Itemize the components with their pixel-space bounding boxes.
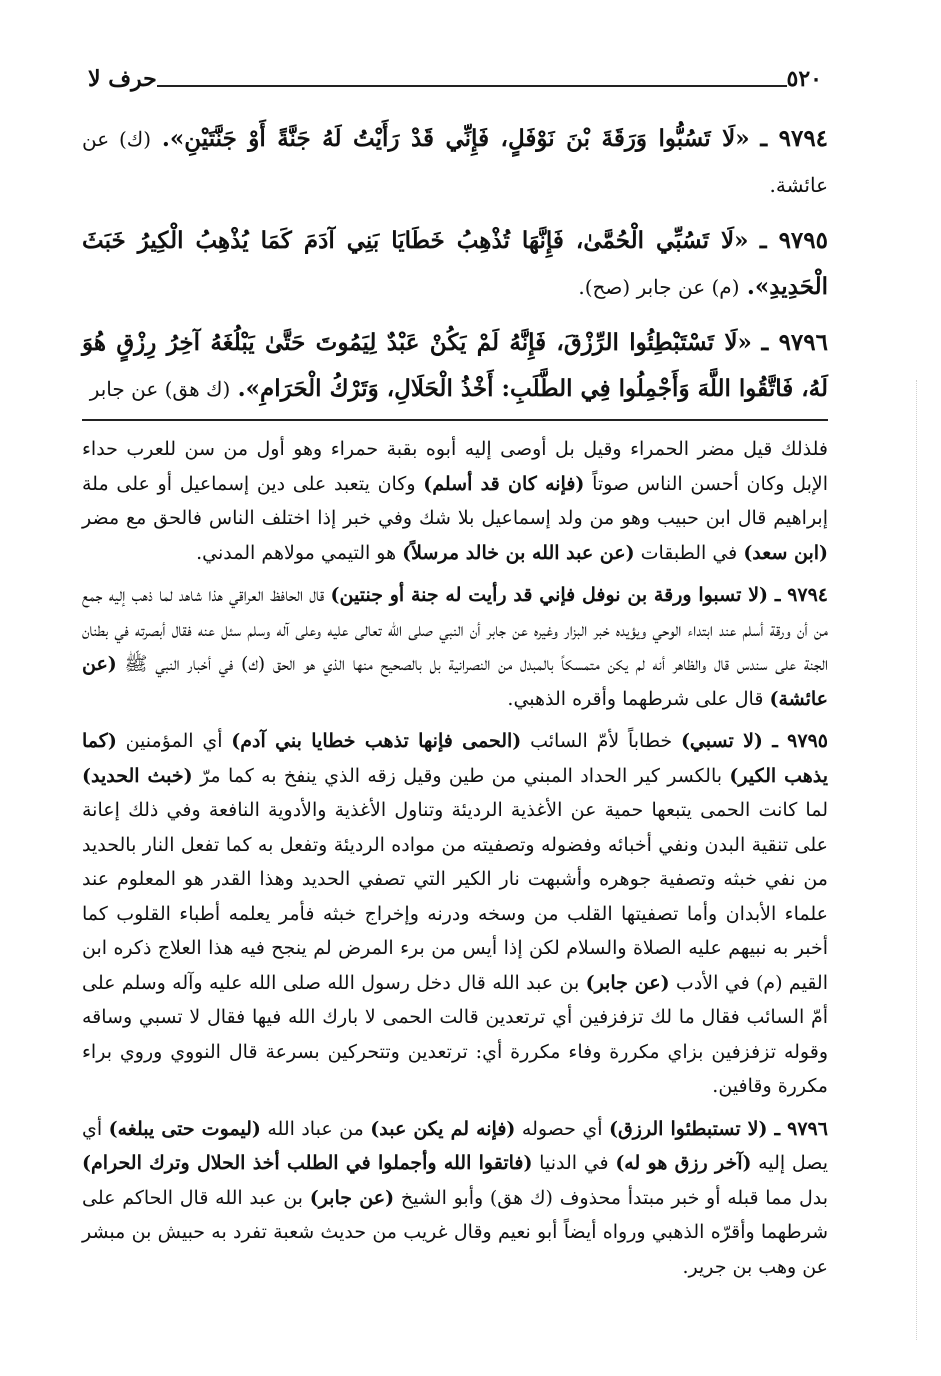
commentary-quoted-text: (لا تسبي) xyxy=(680,730,763,752)
header-rule xyxy=(157,85,787,87)
commentary-quoted-text: (ليموت حتى يبلغه) xyxy=(108,1117,261,1140)
commentary-quoted-text: ٩٧٩٤ ـ xyxy=(768,584,829,606)
page-number: ٥٢٠ xyxy=(786,66,822,92)
commentary-quoted-text: (لا تسبوا ورقة بن نوفل فإني قد رأيت له جنة أو جنتين) xyxy=(330,584,769,606)
hadith-source: (ك) عن عائشة. xyxy=(82,127,828,197)
commentary-quoted-text: (فإنه كان قد أسلم) xyxy=(423,472,585,495)
commentary-text: بن عبد الله قال دخل رسول الله صلى الله عليه وآله وسلم على أمّ السائب فقال ما لك تزفزفين أي ترتعدين قالت الحمى لا بارك الله فيها فقال لا تسبي وساقه وقوله تزفزفين بزاي مكررة وفاء مكررة أي: ترتعدين وتتحركين بسرعة قال النووي وروي براء مكررة وقافين. xyxy=(82,971,828,1097)
commentary-text: (م) xyxy=(756,971,783,994)
footnote-divider xyxy=(82,419,828,421)
hadith-text: «لَا تَسُبُّوا وَرَقَةَ بْنَ نَوْفَلٍ، فَإِنِّي قَدْ رَأَيْتُ لَهُ جَنَّةً أَوْ جَنَّتَيْنِ». xyxy=(161,125,750,152)
commentary-quoted-text: (عن عائشة) xyxy=(82,653,828,710)
commentary-text: أي يصل إليه xyxy=(82,1117,828,1174)
commentary-text: من عباد الله xyxy=(260,1117,371,1140)
hadith-number: ٩٧٩٦ ـ xyxy=(761,329,828,356)
commentary-quoted-text: (آخر رزق هو له) xyxy=(615,1152,752,1174)
hadith-number: ٩٧٩٥ ـ xyxy=(759,227,828,254)
hadith-source: (م) عن جابر (صح). xyxy=(578,275,740,299)
commentary-text: قال على شرطهما وأقره الذهبي. xyxy=(507,687,770,710)
commentary-quoted-text: (كما يذهب الكير) xyxy=(82,730,829,787)
commentary-quoted-text: ٩٧٩٥ ـ xyxy=(762,730,828,752)
commentary-quoted-text: (فإنه لم يكن عبد) xyxy=(370,1117,516,1140)
commentary-text: خطاباً لأمّ السائب xyxy=(521,730,681,752)
commentary-text: لما كانت الحمى يتبعها حمية عن الأغذية الرديئة وتناول الأغذية والأدوية النافعة وفي ذلك إعانة على تنقية البدن ونفي أخبائه وفضوله وتصفيته من مواده الرديئة وتفعل به كما تفعل النار بالحديد من نفي خبثه وتصفية جوهره وأشبهت نار الكير التي تصفي الحديد وهذا القدر هو المعلوم عند علماء الأبدان وأما تصفيتها القلب من وسخه ودرنه وإخراج خبثه فأمر يعلمه أطباء القلوب كما أخبر به نبيهم عليه الصلاة والسلام لكن إذا أيس من برء المرض لم ينجح فيه هذا العلاج ذكره ابن القيم xyxy=(82,799,828,994)
commentary-text: في أخبار النبي ﷺ xyxy=(116,653,241,675)
commentary-quoted-text: (ابن سعد) xyxy=(743,541,828,564)
commentary-text: في الأدب xyxy=(669,971,756,994)
commentary-paragraph xyxy=(82,1112,828,1285)
commentary-text: بن عبد الله قال الحاكم على شرطهما وأقرّه الذهبي ورواه أيضاً أبو نعيم وقال غريب من حديث شعبة تفرد به حبيش بن مبشر عن وهب بن جرير. xyxy=(82,1186,828,1278)
hadith-text: «لَا تَسْتَبْطِئُوا الرِّزْقَ، فَإِنَّهُ لَمْ يَكُنْ عَبْدٌ لِيَمُوتَ حَتَّىٰ يَبْلُغَهُ آخِرُ رِزْقٍ هُوَ لَهُ، فَاتَّقُوا اللَّهَ وَأَجْمِلُوا فِي الطَّلَبِ: أَخْذُ الْحَلَالِ، وَتَرْكُ الْحَرَامِ». xyxy=(82,329,828,402)
scan-edge-artifact xyxy=(915,380,917,1340)
commentary-text: (ك هق) xyxy=(489,1186,553,1209)
commentary-quoted-text: (خبث الحديد) xyxy=(82,764,193,787)
commentary-text: بدل مما قبله أو خبر مبتدأ محذوف xyxy=(552,1186,829,1209)
hadith-source: (ك هق) عن جابر xyxy=(89,377,231,401)
commentary-text: هو التيمي مولاهم المدني. xyxy=(196,541,403,564)
commentary-quoted-text: (عن عبد الله بن خالد مرسلاً) xyxy=(402,541,635,564)
commentary-section xyxy=(82,432,828,1292)
hadith-entry xyxy=(82,320,828,412)
commentary-text: بالكسر كير الحداد المبني من طين وقيل زقه الذي ينفخ به كما مرّ xyxy=(192,764,730,787)
hadith-number: ٩٧٩٤ ـ xyxy=(760,125,829,152)
commentary-text: وكان يتعبد على دين إسماعيل أو على ملة إبراهيم قال ابن حبيب وهو من ولد إسماعيل بلا شك وفي خبر إذا اختلف الناس فالحق مع مضر xyxy=(82,472,828,529)
chapter-title: حرف لا xyxy=(88,66,157,92)
hadith-text: «لَا تَسُبِّي الْحُمَّىٰ، فَإِنَّهَا تُذْهِبُ خَطَايَا بَنِي آدَمَ كَمَا يُذْهِبُ الْكِيرُ خَبَثَ الْحَدِيدِ». xyxy=(82,227,828,300)
commentary-quoted-text: (فاتقوا الله وأجملوا في الطلب أخذ الحلال وترك الحرام) xyxy=(82,1152,533,1174)
hadith-entry xyxy=(82,116,828,208)
commentary-text: قال الحافظ العراقي هذا شاهد لما ذهب إليه جمع من أن ورقة أسلم عند ابتداء الوحي ويؤيده خبر البزار وغيره عن جابر أن النبي صلى الله تعالى عليه وعلى آله وسلم سئل عنه فقال أبصرته في بطنان الجنة على سندس قال والظاهر أنه لم يكن متمسكاً بالمبدل من النصرانية بل بالصحيح منها الذي هو الحق xyxy=(82,584,828,675)
hadith-section xyxy=(82,116,828,422)
commentary-paragraph xyxy=(82,432,828,570)
commentary-text: (ك) xyxy=(240,653,266,675)
commentary-text: أي المؤمنين xyxy=(116,730,232,752)
commentary-quoted-text: (عن جابر) xyxy=(309,1186,395,1209)
commentary-text: أي حصوله xyxy=(515,1117,609,1140)
running-header xyxy=(82,52,828,92)
commentary-paragraph xyxy=(82,724,828,1104)
commentary-text: وأبو الشيخ xyxy=(394,1186,490,1209)
commentary-quoted-text: (الحمى فإنها تذهب خطايا بني آدم) xyxy=(231,730,522,752)
commentary-quoted-text: (عن جابر) xyxy=(585,971,670,994)
commentary-text: في الدنيا xyxy=(532,1152,616,1174)
commentary-quoted-text: ٩٧٩٦ ـ xyxy=(767,1117,828,1140)
commentary-paragraph xyxy=(82,578,828,716)
commentary-quoted-text: (لا تستبطئوا الرزق) xyxy=(608,1117,768,1140)
hadith-entry xyxy=(82,218,828,310)
commentary-text: في الطبقات xyxy=(634,541,744,564)
commentary-text: فلذلك قيل مضر الحمراء وقيل بل أوصى إليه أبوه بقبة حمراء وهو أول من سن للعرب حداء الإبل وكان أحسن الناس صوتاً xyxy=(82,438,828,495)
